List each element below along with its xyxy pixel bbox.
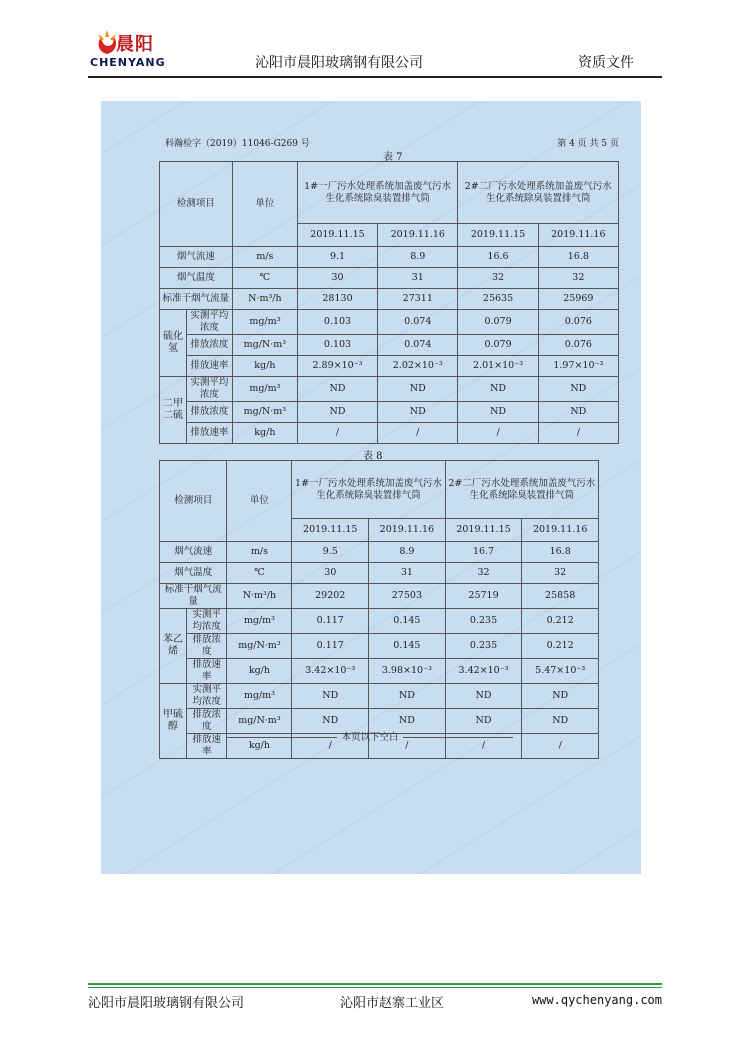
table-row [160, 563, 599, 584]
header-outlet-2: 2#二厂污水处理系统加盖废气污水生化系统除臭装置排气筒 [458, 162, 619, 224]
row-value: 5.47×10⁻³ [522, 659, 599, 684]
row-value: 0.103 [297, 335, 377, 356]
row-unit: ℃ [227, 563, 292, 584]
row-test-item: 标准干烟气流量 [160, 584, 227, 609]
row-value: 0.079 [458, 310, 538, 335]
row-unit: kg/h [227, 659, 292, 684]
table7 [159, 161, 619, 444]
table-row [160, 402, 619, 423]
table-header-row [160, 162, 619, 224]
row-value: ND [378, 402, 458, 423]
row-value: 31 [378, 268, 458, 289]
row-test-item: 实测平均浓度 [187, 377, 233, 402]
header-date: 2019.11.15 [292, 519, 369, 542]
footer-address: 沁阳市赵寨工业区 [340, 996, 445, 1011]
row-unit: mg/m³ [227, 684, 292, 709]
row-value: 9.5 [292, 542, 369, 563]
pollutant-name: 甲硫醇 [160, 684, 187, 759]
row-value: / [378, 423, 458, 444]
table-row [160, 684, 599, 709]
pollutant-name: 二甲二硫 [160, 377, 187, 444]
row-value: / [458, 423, 538, 444]
row-value: / [297, 423, 377, 444]
row-value: 0.212 [522, 609, 599, 634]
row-unit: mg/m³ [227, 609, 292, 634]
row-value: 0.145 [369, 634, 446, 659]
header-date: 2019.11.15 [458, 224, 538, 247]
row-value: 8.9 [369, 542, 446, 563]
row-value: 0.076 [538, 335, 618, 356]
row-unit: N·m³/h [232, 289, 297, 310]
row-unit: mg/N·m³ [227, 634, 292, 659]
row-value: ND [292, 709, 369, 734]
row-test-item: 排放速率 [187, 659, 227, 684]
pollutant-name: 硫化氢 [160, 310, 187, 377]
row-value: 0.103 [297, 310, 377, 335]
header-date: 2019.11.15 [297, 224, 377, 247]
row-value: 16.8 [538, 247, 618, 268]
row-test-item: 实测平均浓度 [187, 609, 227, 634]
row-value: 0.074 [378, 310, 458, 335]
header-document-type: 资质文件 [578, 55, 634, 71]
row-value: ND [522, 684, 599, 709]
row-unit: N·m³/h [227, 584, 292, 609]
row-value: 8.9 [378, 247, 458, 268]
row-value: 32 [445, 563, 522, 584]
row-value: ND [378, 377, 458, 402]
row-value: 3.98×10⁻³ [369, 659, 446, 684]
page-header [88, 22, 662, 78]
row-value: ND [297, 377, 377, 402]
row-test-item: 排放浓度 [187, 709, 227, 734]
table-row [160, 377, 619, 402]
row-value: 25635 [458, 289, 538, 310]
row-value: 2.89×10⁻³ [297, 356, 377, 377]
row-value: 9.1 [297, 247, 377, 268]
row-value: 25969 [538, 289, 618, 310]
row-value: 0.074 [378, 335, 458, 356]
row-value: 2.02×10⁻³ [378, 356, 458, 377]
row-value: 16.7 [445, 542, 522, 563]
row-value: / [369, 734, 446, 759]
row-unit: mg/m³ [232, 377, 297, 402]
row-value: 32 [522, 563, 599, 584]
footer-divider [88, 983, 662, 985]
row-value: ND [522, 709, 599, 734]
table-row [160, 289, 619, 310]
row-value: 25719 [445, 584, 522, 609]
row-value: ND [369, 709, 446, 734]
row-value: 0.212 [522, 634, 599, 659]
row-test-item: 烟气温度 [160, 563, 227, 584]
row-value: / [292, 734, 369, 759]
row-unit: mg/m³ [232, 310, 297, 335]
row-value: 3.42×10⁻³ [445, 659, 522, 684]
row-value: 32 [538, 268, 618, 289]
table-header-row [160, 461, 599, 519]
row-test-item: 烟气流速 [160, 247, 233, 268]
header-unit: 单位 [227, 461, 292, 542]
row-value: / [522, 734, 599, 759]
table-row [160, 356, 619, 377]
table-row [160, 310, 619, 335]
row-value: 0.117 [292, 609, 369, 634]
row-value: ND [445, 684, 522, 709]
row-unit: kg/h [232, 356, 297, 377]
row-value: 0.079 [458, 335, 538, 356]
row-test-item: 排放浓度 [187, 634, 227, 659]
row-unit: ℃ [232, 268, 297, 289]
row-unit: kg/h [227, 734, 292, 759]
table-row [160, 335, 619, 356]
table-row [160, 584, 599, 609]
header-date: 2019.11.16 [522, 519, 599, 542]
row-value: 32 [458, 268, 538, 289]
row-value: 2.01×10⁻³ [458, 356, 538, 377]
report-page-number: 第 4 页 共 5 页 [557, 139, 619, 149]
row-value: 0.145 [369, 609, 446, 634]
header-test-item: 检测项目 [160, 461, 227, 542]
row-test-item: 排放浓度 [187, 335, 233, 356]
row-value: 29202 [292, 584, 369, 609]
table-row [160, 268, 619, 289]
header-outlet-1: 1#一厂污水处理系统加盖废气污水生化系统除臭装置排气筒 [297, 162, 458, 224]
report-reference-number: 科瀚检字（2019）11046-G269 号 [165, 139, 310, 149]
row-test-item: 排放速率 [187, 423, 233, 444]
row-test-item: 排放速率 [187, 356, 233, 377]
row-value: 27503 [369, 584, 446, 609]
row-unit: mg/N·m³ [232, 335, 297, 356]
footer-company-name: 沁阳市晨阳玻璃钢有限公司 [88, 996, 245, 1011]
row-value: 3.42×10⁻³ [292, 659, 369, 684]
row-value: 25858 [522, 584, 599, 609]
table8-caption: 表 8 [363, 451, 383, 462]
header-date: 2019.11.16 [538, 224, 618, 247]
row-value: ND [538, 402, 618, 423]
row-test-item: 排放浓度 [187, 402, 233, 423]
company-logo [88, 28, 174, 74]
logo-chinese-text: 晨阳 [116, 34, 154, 55]
row-test-item: 实测平均浓度 [187, 310, 233, 335]
row-value: ND [445, 709, 522, 734]
header-unit: 单位 [232, 162, 297, 247]
header-outlet-1: 1#一厂污水处理系统加盖废气污水生化系统除臭装置排气筒 [292, 461, 445, 519]
row-value: ND [369, 684, 446, 709]
footer-website-link[interactable]: www.qychenyang.com [531, 993, 662, 1007]
row-value: 16.8 [522, 542, 599, 563]
row-value: ND [297, 402, 377, 423]
row-value: 27311 [378, 289, 458, 310]
row-value: ND [292, 684, 369, 709]
table-row [160, 634, 599, 659]
row-value: 0.117 [292, 634, 369, 659]
pollutant-name: 苯乙烯 [160, 609, 187, 684]
logo-english-text: CHENYANG [90, 56, 166, 69]
row-value: 31 [369, 563, 446, 584]
row-value: / [445, 734, 522, 759]
row-test-item: 标准干烟气流量 [160, 289, 233, 310]
header-date: 2019.11.16 [369, 519, 446, 542]
row-value: 30 [297, 268, 377, 289]
row-unit: mg/N·m³ [227, 709, 292, 734]
scanned-test-report [101, 101, 641, 874]
table-row [160, 659, 599, 684]
header-company-name: 沁阳市晨阳玻璃钢有限公司 [255, 55, 423, 71]
row-value: 1.97×10⁻³ [538, 356, 618, 377]
table-row [160, 247, 619, 268]
header-date: 2019.11.15 [445, 519, 522, 542]
row-value: ND [458, 402, 538, 423]
row-unit: mg/N·m³ [232, 402, 297, 423]
row-unit: m/s [227, 542, 292, 563]
row-unit: kg/h [232, 423, 297, 444]
blank-below-note: 本页以下空白 [161, 729, 579, 743]
table-row [160, 423, 619, 444]
row-value: 28130 [297, 289, 377, 310]
row-test-item: 烟气温度 [160, 268, 233, 289]
footer-divider-thin [88, 987, 662, 988]
table8 [159, 460, 599, 759]
row-value: 0.076 [538, 310, 618, 335]
table-row [160, 609, 599, 634]
row-value: 30 [292, 563, 369, 584]
row-value: / [538, 423, 618, 444]
row-value: ND [538, 377, 618, 402]
header-outlet-2: 2#二厂污水处理系统加盖废气污水生化系统除臭装置排气筒 [445, 461, 598, 519]
header-test-item: 检测项目 [160, 162, 233, 247]
row-value: 0.235 [445, 609, 522, 634]
row-test-item: 排放速率 [187, 734, 227, 759]
header-divider [88, 76, 662, 78]
header-date: 2019.11.16 [378, 224, 458, 247]
row-test-item: 实测平均浓度 [187, 684, 227, 709]
row-unit: m/s [232, 247, 297, 268]
row-value: 16.6 [458, 247, 538, 268]
row-value: ND [458, 377, 538, 402]
row-value: 0.235 [445, 634, 522, 659]
row-test-item: 烟气流速 [160, 542, 227, 563]
table7-caption: 表 7 [383, 152, 403, 163]
table-row [160, 542, 599, 563]
